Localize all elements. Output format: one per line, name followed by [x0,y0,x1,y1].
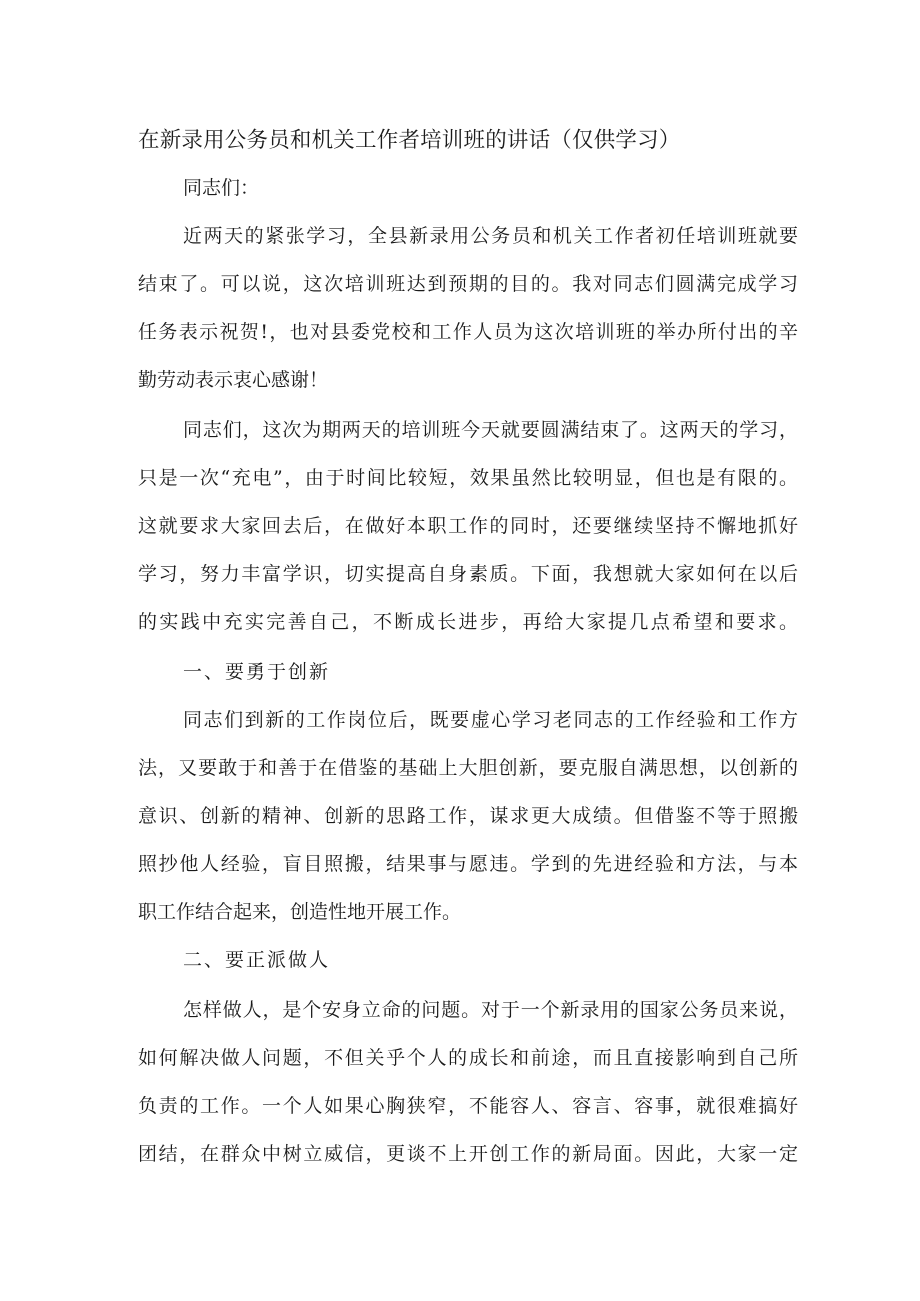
paragraph-line: 意识、创新的精神、创新的思路工作，谋求更大成绩。但借鉴不等于照搬 [138,805,798,827]
paragraph-line: 职工作结合起来，创造性地开展工作。 [138,901,462,923]
paragraph-line: 近两天的紧张学习，全县新录用公务员和机关工作者初任培训班就要 [183,225,798,247]
section-heading-1: 一、要勇于创新 [183,661,331,683]
document-title: 在新录用公务员和机关工作者培训班的讲话（仅供学习） [138,128,681,153]
paragraph-line: 同志们，这次为期两天的培训班今天就要圆满结束了。这两天的学习， [183,419,798,441]
paragraph-line: 学习，努力丰富学识，切实提高自身素质。下面，我想就大家如何在以后 [138,563,798,585]
paragraph-line: 如何解决做人问题，不但关乎个人的成长和前途，而且直接影响到自己所 [138,1047,798,1069]
paragraph-line: 照抄他人经验，盲目照搬，结果事与愿违。学到的先进经验和方法，与本 [138,853,798,875]
paragraph-line: 这就要求大家回去后，在做好本职工作的同时，还要继续坚持不懈地抓好 [138,515,798,537]
paragraph-line: 的实践中充实完善自己，不断成长进步，再给大家提几点希望和要求。 [138,611,798,633]
paragraph-line: 团结，在群众中树立威信，更谈不上开创工作的新局面。因此，大家一定 [138,1143,798,1165]
paragraph-line: 结束了。可以说，这次培训班达到预期的目的。我对同志们圆满完成学习 [138,273,798,295]
paragraph-line: 法，又要敢于和善于在借鉴的基础上大胆创新，要克服自满思想，以创新的 [138,757,798,779]
salutation: 同志们： [183,177,260,199]
paragraph-line: 任务表示祝贺!，也对县委党校和工作人员为这次培训班的举办所付出的辛 [138,321,798,343]
paragraph-line: 同志们到新的工作岗位后，既要虚心学习老同志的工作经验和工作方 [183,709,798,731]
paragraph-line: 负责的工作。一个人如果心胸狭窄，不能容人、容言、容事，就很难搞好 [138,1095,798,1117]
paragraph-line: 勤劳动表示衷心感谢！ [138,369,329,391]
paragraph-line: 只是一次“充电”，由于时间比较短，效果虽然比较明显，但也是有限的。 [138,467,798,489]
paragraph-line: 怎样做人，是个安身立命的问题。对于一个新录用的国家公务员来说， [183,999,798,1021]
section-heading-2: 二、要正派做人 [183,949,331,971]
